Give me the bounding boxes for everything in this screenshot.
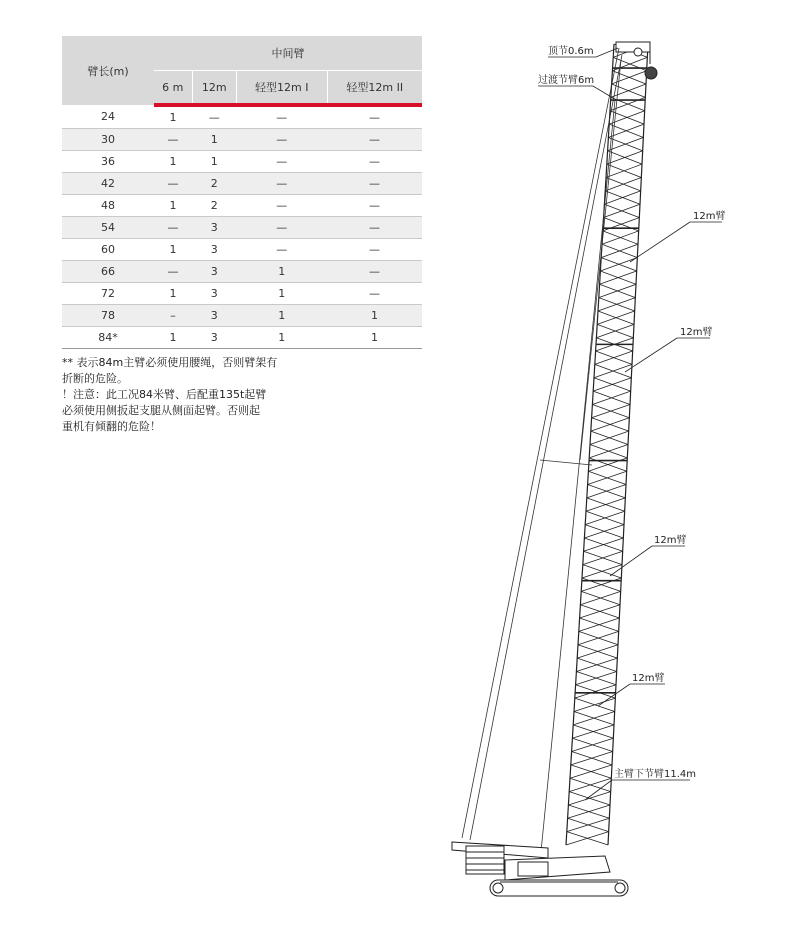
table-cell-l2: —	[327, 217, 422, 239]
table-cell-l2: —	[327, 261, 422, 283]
table-cell-length: 66	[62, 261, 154, 283]
table-cell-c12: 3	[192, 327, 236, 349]
table-cell-c6: –	[154, 305, 192, 327]
table-cell-length: 60	[62, 239, 154, 261]
table-cell-length: 30	[62, 129, 154, 151]
crane-base-icon	[452, 842, 628, 896]
table-cell-c6: —	[154, 217, 192, 239]
label-base-boom: 主臂下节臂11.4m	[614, 769, 697, 780]
table-cell-l1: —	[236, 151, 327, 173]
table-cell-c6: 1	[154, 239, 192, 261]
table-cell-l1: —	[236, 105, 327, 129]
label-transition-section: 过渡节臂6m	[538, 75, 595, 86]
table-cell-c12: 2	[192, 195, 236, 217]
table-cell-l1: 1	[236, 283, 327, 305]
note-line: 重机有倾翻的危险！	[62, 420, 161, 433]
table-cell-c12: 1	[192, 151, 236, 173]
label-12m-boom-4: 12m臂	[632, 673, 665, 684]
label-12m-boom-3: 12m臂	[654, 535, 687, 546]
table-cell-c12: —	[192, 105, 236, 129]
header-boom-length: 臂长(m)	[62, 36, 154, 105]
header-12m: 12m	[192, 71, 236, 106]
table-cell-length: 48	[62, 195, 154, 217]
table-cell-length: 54	[62, 217, 154, 239]
note-line: ！注意：此工况84米臂、后配重135t起臂	[62, 388, 267, 401]
table-cell-c12: 3	[192, 239, 236, 261]
label-12m-boom-1: 12m臂	[693, 211, 726, 222]
table-cell-c6: —	[154, 129, 192, 151]
table-cell-c6: 1	[154, 151, 192, 173]
header-light-12m-1: 轻型12m I	[236, 71, 327, 106]
table-cell-l1: 1	[236, 305, 327, 327]
table-cell-length: 24	[62, 105, 154, 129]
boom-lattice	[566, 44, 648, 845]
table-cell-c12: 3	[192, 305, 236, 327]
leader-lines	[538, 48, 722, 800]
table-cell-c6: 1	[154, 105, 192, 129]
table-cell-c6: 1	[154, 283, 192, 305]
table-cell-length: 42	[62, 173, 154, 195]
table-cell-length: 84*	[62, 327, 154, 349]
label-top-section: 顶节0.6m	[548, 46, 594, 57]
table-cell-c12: 3	[192, 261, 236, 283]
header-light-12m-2: 轻型12m II	[327, 71, 422, 106]
table-cell-c6: 1	[154, 327, 192, 349]
table-cell-l1: 1	[236, 261, 327, 283]
header-intermediate-boom: 中间臂	[154, 36, 422, 71]
table-cell-length: 78	[62, 305, 154, 327]
note-line: 必须使用侧扳起支腿从侧面起臂。否则起	[62, 404, 260, 417]
label-12m-boom-2: 12m臂	[680, 327, 713, 338]
header-6m: 6 m	[154, 71, 192, 106]
table-cell-c12: 2	[192, 173, 236, 195]
table-cell-l1: —	[236, 195, 327, 217]
table-cell-l2: —	[327, 151, 422, 173]
table-cell-l2: 1	[327, 305, 422, 327]
table-cell-c6: —	[154, 261, 192, 283]
table-cell-l2: —	[327, 195, 422, 217]
table-cell-l1: —	[236, 239, 327, 261]
table-cell-c6: —	[154, 173, 192, 195]
table-cell-l2: —	[327, 129, 422, 151]
note-line: 折断的危险。	[62, 372, 128, 385]
table-cell-c6: 1	[154, 195, 192, 217]
table-cell-l1: —	[236, 173, 327, 195]
table-cell-length: 36	[62, 151, 154, 173]
note-line: ** 表示84m主臂必须使用腰绳，否则臂架有	[62, 356, 278, 369]
table-cell-l2: —	[327, 173, 422, 195]
table-cell-l1: —	[236, 129, 327, 151]
table-cell-l2: —	[327, 239, 422, 261]
table-cell-c12: 3	[192, 217, 236, 239]
table-cell-c12: 3	[192, 283, 236, 305]
table-cell-c12: 1	[192, 129, 236, 151]
table-cell-l1: 1	[236, 327, 327, 349]
table-cell-length: 72	[62, 283, 154, 305]
table-cell-l1: —	[236, 217, 327, 239]
table-cell-l2: —	[327, 105, 422, 129]
table-cell-l2: —	[327, 283, 422, 305]
table-cell-l2: 1	[327, 327, 422, 349]
